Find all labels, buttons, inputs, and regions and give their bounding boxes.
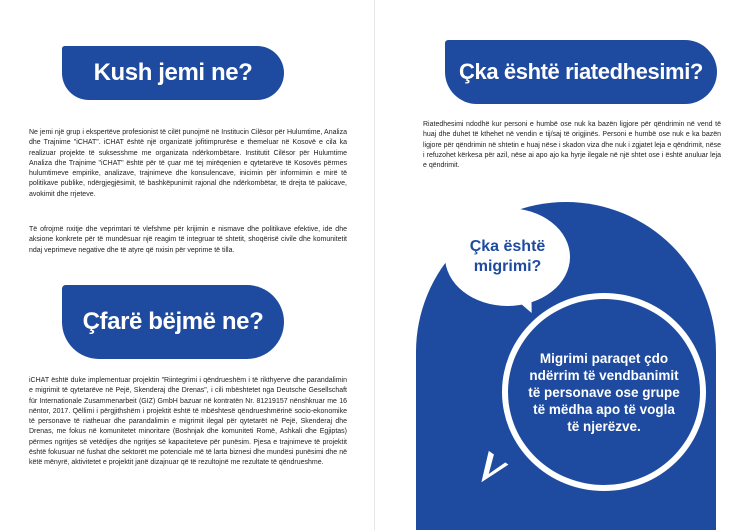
- paragraph-mission: Të ofrojmë nxitje dhe veprimtari të vlefshme për krijimin e nismave dhe politikave efektive, ide dhe aksione konkrete për të mundësuar një reagim të integruar të shtetit, shoqërisë civile dhe komunitetit ndaj veprimeve negative dhe të atyre që nxisin për veprime të tilla.: [29, 226, 347, 254]
- heading-banner-repatriation: [445, 40, 717, 104]
- bubble-question-line2: migrimi?: [473, 258, 542, 275]
- speech-bubble-answer: [508, 299, 700, 485]
- bubble-question-line1: Çka është: [469, 238, 546, 255]
- heading-repatriation: Çka është riatedhesimi?: [459, 59, 703, 84]
- paragraph-about-ichat: Ne jemi një grup i ekspertëve profesionist të cilët punojmë në Institucin Cilësor për Hulumtime, Analiza dhe Trajnime "iCHAT". iCHAT është një organizatë jofitimprurëse e themeluar në Kosovë e cila ka realizuar projekte të suksesshme me organizata ndërkombëtare. Institutit Cilësor për Hulumtime Analiza dhe Trajnime "iCHAT" është për të çuar më tej mirëqenien e qytetarëve të Kosovës përmes hulumtimeve empirike, analizave, trajnimeve dhe konsulencave, inicimin për informimin e mirë të politikave publike, ndërgjegjësimit, të bashkëpunimit rajonal dhe ndërkombëtar, të drejta të pakicave, avokimit dhe rrjeteve.: [29, 129, 347, 198]
- heading-what-we-do: Çfarë bëjmë ne?: [82, 308, 264, 335]
- speech-bubble-question: [445, 208, 570, 306]
- bubble-answer-text: Migrimi paraqet çdo ndërrim të vendbanimit të personave ose grupe të mëdha apo të vogla të njerëzve.: [528, 350, 680, 434]
- paragraph-project: iCHAT është duke implementuar projektin "Riintegrimi i qëndrueshëm i të rikthyerve dhe parandalimin e migrimit të qytetarëve në Pejë, Skenderaj dhe Drenas", i cili mbështetet nga Deutsche Gesellschaft für Internationale Zusammenarbeit (GIZ) GmbH bazuar në kontratën Nr. 81219157 nënshkruar me 16 nëntor, 2017. Qëllimi i përgjithshëm i projektit është të mbështesë qëndrueshmërinë socio-ekonomike të personave të riatheuar dhe parandalimin e migrimit ilegal për qytetarët në Pejë, Skenderaj dhe Drenas, me fokus në komunitetet minoritare (Boshnjak dhe komuniteti Romë, Ashkali dhe Egjiptas) përmes ngritjes së vetëdijes dhe ngritjes së kapaciteteve për punësim. Pjesa e trajnimeve të projektit është fokusuar në fushat dhe sektorët me potenciale më të larta biznesi dhe mundësi punësimi dhe në këtë mënyrë, aktivitetet e projektit janë dizajnuar që të rezultojnë me rezultate të qëndrueshme.: [29, 377, 347, 467]
- paragraph-repatriation: Riatedhesimi ndodhë kur personi e humbë ose nuk ka bazën ligjore për qëndrimin në vend të huaj dhe duhet të kthehet në vendin e tij/saj të origjinës. Personi e humbë ose nuk e ka bazën ligjore për qëndrimin në shtetin e huaj nëse i skadon viza dhe nuk i zgjatet leja e qëndrimit, nëse i refuzohet kërkesa për azil, nëse ai apo ajo ka hyrje ilegale në një shtet ose i është anuluar leja e qëndrimit.: [423, 121, 721, 170]
- heading-banner-what-we-do: [62, 285, 284, 359]
- heading-banner-who-we-are: [62, 46, 284, 100]
- heading-who-we-are: Kush jemi ne?: [93, 59, 253, 86]
